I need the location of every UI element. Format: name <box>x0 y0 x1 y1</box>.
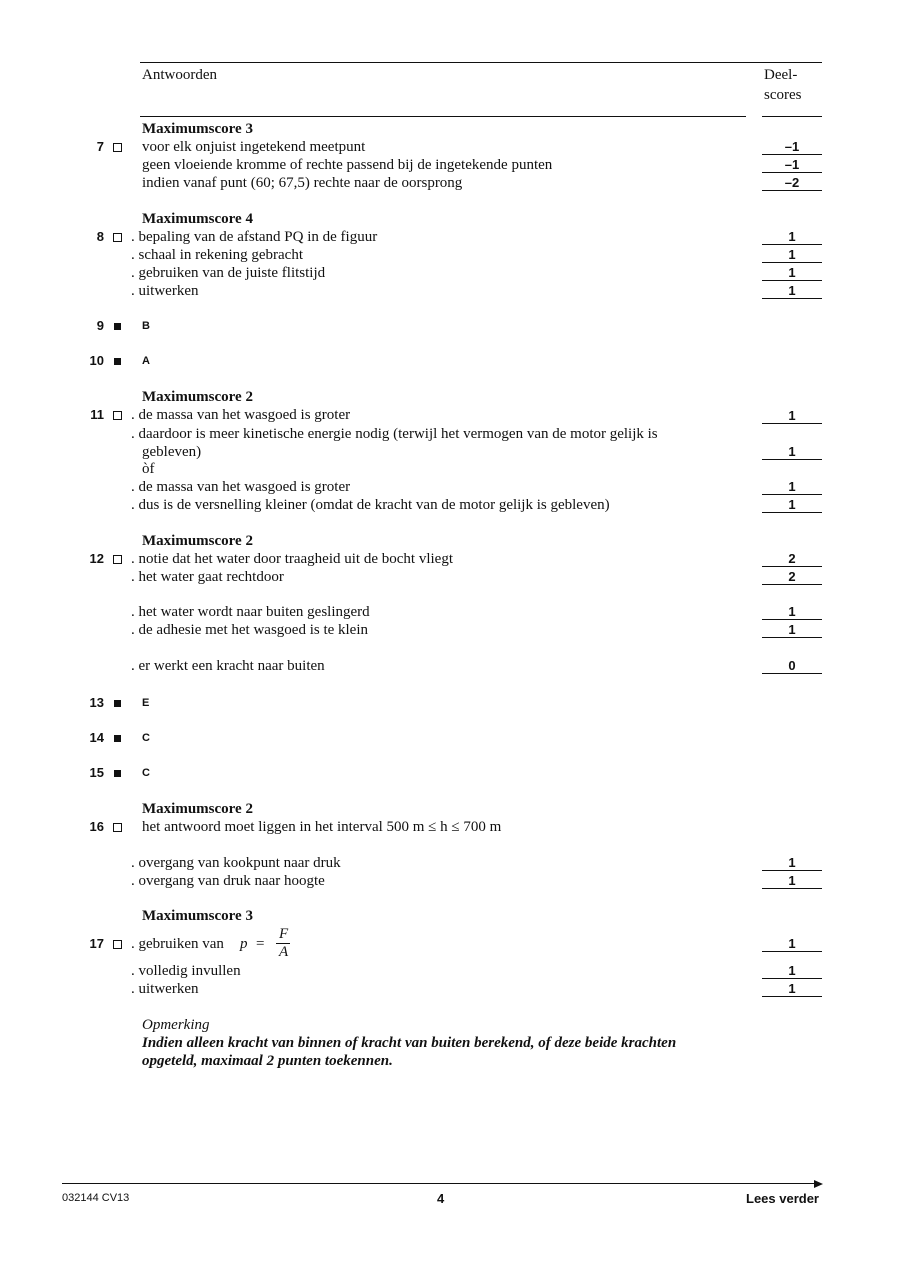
q16-line-1: . overgang van kookpunt naar druk <box>131 855 341 871</box>
q17-score-2: 1 <box>762 963 822 979</box>
q17-remark-title: Opmerking <box>142 1017 210 1033</box>
q11-number: 11 <box>90 407 104 422</box>
q11-score-3: 1 <box>762 479 822 495</box>
q11-score-2: 1 <box>762 444 822 460</box>
q17-formula-eq: = <box>256 936 265 952</box>
q13-answer: E <box>142 697 150 709</box>
q8-heading: Maximumscore 4 <box>142 211 253 227</box>
footer-code: 032144 CV13 <box>62 1192 130 1204</box>
q7-line-1: voor elk onjuist ingetekend meetpunt <box>142 139 366 155</box>
multiple-choice-square-icon <box>114 700 121 707</box>
q17-score-1: 1 <box>762 936 822 952</box>
q16-score-2: 1 <box>762 873 822 889</box>
q17-line-1: . volledig invullen <box>131 963 241 979</box>
q12-line-1: . notie dat het water door traagheid uit de bocht vliegt <box>131 551 453 567</box>
q12-score-3: 1 <box>762 604 822 620</box>
q16-number: 16 <box>89 819 104 834</box>
multiple-choice-square-icon <box>114 770 121 777</box>
footer-rule <box>62 1183 816 1184</box>
q7-line-3: indien vanaf punt (60; 67,5) rechte naar de oorsprong <box>142 175 463 191</box>
q8-number: 8 <box>96 229 104 244</box>
q17-formula-numerator: F <box>279 926 289 942</box>
page-number: 4 <box>437 1191 445 1206</box>
q14-answer: C <box>142 732 150 744</box>
q12-score-2: 2 <box>762 569 822 585</box>
q8-line-4: . uitwerken <box>131 283 199 299</box>
q11-line-2a: . daardoor is meer kinetische energie nodig (terwijl het vermogen van de motor gelijk is <box>131 426 658 442</box>
q11-line-1: . de massa van het wasgoed is groter <box>131 407 351 423</box>
q7-heading: Maximumscore 3 <box>142 121 253 137</box>
answers-column-header: Antwoorden <box>142 67 217 83</box>
multiple-choice-square-icon <box>114 735 121 742</box>
open-question-box-icon <box>113 411 122 420</box>
q8-score-2: 1 <box>762 247 822 263</box>
q17-formula-text: . gebruiken van <box>131 936 224 952</box>
header-bottom-rule-left <box>140 116 746 117</box>
q8-line-1: . bepaling van de afstand PQ in de figuur <box>131 229 378 245</box>
q12-line-4: . de adhesie met het wasgoed is te klein <box>131 622 369 638</box>
q12-heading: Maximumscore 2 <box>142 533 253 549</box>
q16-score-1: 1 <box>762 855 822 871</box>
q9-number: 9 <box>96 318 104 333</box>
q12-line-2: . het water gaat rechtdoor <box>131 569 284 585</box>
q10-number: 10 <box>89 353 104 368</box>
q17-number: 17 <box>89 936 104 951</box>
q16-heading: Maximumscore 2 <box>142 801 253 817</box>
open-question-box-icon <box>113 143 122 152</box>
q11-or: òf <box>142 461 155 477</box>
q7-score-2: –1 <box>762 157 822 173</box>
q16-interval: het antwoord moet liggen in het interval 500 m ≤ h ≤ 700 m <box>142 819 502 835</box>
q12-line-5: . er werkt een kracht naar buiten <box>131 658 325 674</box>
q11-line-3: . de massa van het wasgoed is groter <box>131 479 351 495</box>
scores-column-header-1: Deel- <box>764 67 798 83</box>
q11-score-4: 1 <box>762 497 822 513</box>
open-question-box-icon <box>113 940 122 949</box>
q11-heading: Maximumscore 2 <box>142 389 253 405</box>
open-question-box-icon <box>113 555 122 564</box>
q8-score-4: 1 <box>762 283 822 299</box>
q17-formula-denominator: A <box>279 944 289 960</box>
q12-line-3: . het water wordt naar buiten geslingerd <box>131 604 370 620</box>
q7-line-2: geen vloeiende kromme of rechte passend bij de ingetekende punten <box>142 157 553 173</box>
multiple-choice-square-icon <box>114 358 121 365</box>
q12-score-5: 0 <box>762 658 822 674</box>
arrow-right-icon <box>814 1180 823 1188</box>
q12-number: 12 <box>89 551 104 566</box>
q14-number: 14 <box>89 730 104 745</box>
scores-column-header-2: scores <box>764 87 802 103</box>
q7-score-3: –2 <box>762 175 822 191</box>
q16-line-2: . overgang van druk naar hoogte <box>131 873 325 889</box>
q8-line-3: . gebruiken van de juiste flitstijd <box>131 265 326 281</box>
q10-answer: A <box>142 355 150 367</box>
multiple-choice-square-icon <box>114 323 121 330</box>
q17-remark-line-2: opgeteld, maximaal 2 punten toekennen. <box>142 1053 393 1069</box>
q17-score-3: 1 <box>762 981 822 997</box>
q8-score-1: 1 <box>762 229 822 245</box>
q8-score-3: 1 <box>762 265 822 281</box>
open-question-box-icon <box>113 233 122 242</box>
q15-answer: C <box>142 767 150 779</box>
q17-remark-line-1: Indien alleen kracht van binnen of kracht van buiten berekend, of deze beide krachten <box>142 1035 677 1051</box>
q9-answer: B <box>142 320 150 332</box>
q17-formula-var: p <box>240 936 248 952</box>
header-top-rule <box>140 62 822 63</box>
q11-line-2b: gebleven) <box>142 444 202 460</box>
q15-number: 15 <box>89 765 104 780</box>
next-page-label: Lees verder <box>746 1191 819 1206</box>
q13-number: 13 <box>89 695 104 710</box>
q11-line-4: . dus is de versnelling kleiner (omdat de kracht van de motor gelijk is gebleven) <box>131 497 610 513</box>
q12-score-1: 2 <box>762 551 822 567</box>
open-question-box-icon <box>113 823 122 832</box>
q12-score-4: 1 <box>762 622 822 638</box>
q8-line-2: . schaal in rekening gebracht <box>131 247 304 263</box>
q17-heading: Maximumscore 3 <box>142 908 253 924</box>
q11-score-1: 1 <box>762 408 822 424</box>
q17-line-2: . uitwerken <box>131 981 199 997</box>
q7-number: 7 <box>96 139 104 154</box>
header-bottom-rule-right <box>762 116 822 117</box>
q7-score-1: –1 <box>762 139 822 155</box>
